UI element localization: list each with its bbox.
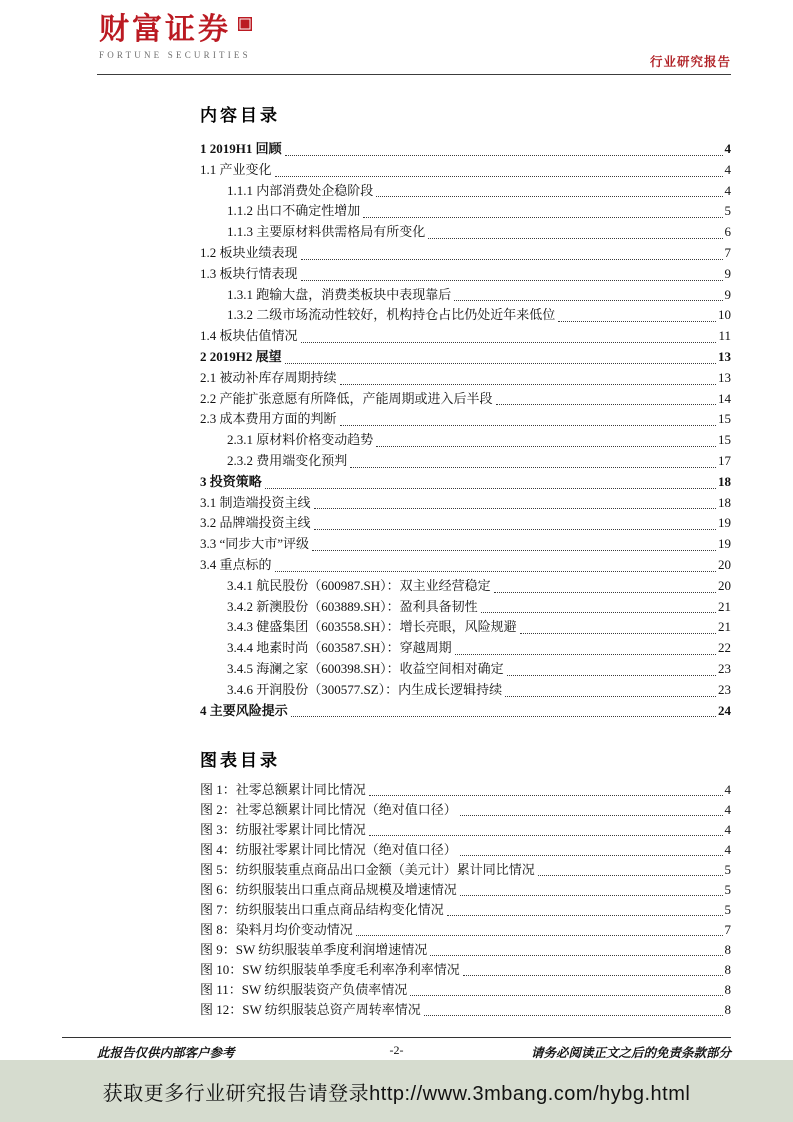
toc-entry-row[interactable] (200, 264, 731, 285)
dot-leader (481, 612, 716, 613)
toc-entry-label: 3.4.3 健盛集团（603558.SH）：增长亮眼，风险规避 (227, 619, 517, 635)
toc-entry-label: 2.3.2 费用端变化预判 (227, 452, 348, 468)
figure-entry-page: 5 (724, 882, 731, 897)
toc-entry-row[interactable] (200, 139, 731, 160)
figure-entry-label: 图 5：纺织服装重点商品出口金额（美元计）累计同比情况 (200, 862, 535, 877)
toc-entry-row[interactable] (200, 430, 731, 451)
figure-list-title: 图表目录 (200, 751, 280, 770)
figure-entry-label: 图 6：纺织服装出口重点商品规模及增速情况 (200, 882, 457, 897)
toc-entry-page: 13 (718, 348, 731, 364)
toc-entry-row[interactable] (200, 326, 731, 347)
toc-entry-label: 2 2019H2 展望 (200, 348, 282, 364)
dot-leader (447, 915, 723, 916)
toc-entry-page: 20 (718, 556, 731, 572)
toc-entry-label: 1.2 板块业绩表现 (200, 244, 298, 260)
toc-entry-page: 18 (718, 494, 731, 510)
toc-entry-page: 4 (724, 182, 731, 198)
figure-entry-label: 图 11：SW 纺织服装资产负债率情况 (200, 982, 408, 997)
figure-entry-page: 4 (724, 822, 731, 837)
toc-entry-row[interactable] (200, 617, 731, 638)
dot-leader (463, 975, 723, 976)
toc-entry-label: 3.1 制造端投资主线 (200, 494, 311, 510)
toc-entry-page: 19 (718, 515, 731, 531)
toc-entry-page: 14 (718, 390, 731, 406)
promo-link[interactable]: 获取更多行业研究报告请登录http://www.3mbang.com/hybg.html (102, 1082, 691, 1105)
dot-leader (538, 875, 723, 876)
toc-entry-row[interactable] (200, 389, 731, 410)
toc-entry-page: 23 (718, 660, 731, 676)
dot-leader (460, 855, 723, 856)
brand-name-cn: 财富证券 (99, 13, 231, 46)
figure-entry-page: 5 (724, 902, 731, 917)
figure-entry-row[interactable] (200, 880, 731, 900)
toc-entry-page: 6 (724, 224, 731, 240)
page-number: -2- (389, 1043, 404, 1057)
figure-list (200, 780, 731, 1020)
figure-entry-label: 图 9：SW 纺织服装单季度利润增速情况 (200, 942, 428, 957)
toc-entry-row[interactable] (200, 472, 731, 493)
footer-disclaimer-right: 请务必阅读正文之后的免责条款部分 (530, 1046, 731, 1060)
toc-entry-row[interactable] (200, 451, 731, 472)
figure-entry-page: 4 (724, 802, 731, 817)
toc-entry-page: 22 (718, 640, 731, 656)
toc-entry-row[interactable] (200, 285, 731, 306)
brand-logo (99, 13, 252, 60)
toc-entry-row[interactable] (200, 243, 731, 264)
toc-entry-row[interactable] (200, 701, 731, 722)
toc-entry-page: 4 (724, 141, 731, 156)
dot-leader (558, 321, 716, 322)
figure-entry-row[interactable] (200, 840, 731, 860)
dot-leader (410, 995, 722, 996)
dot-leader (369, 795, 723, 796)
dot-leader (301, 259, 723, 260)
dot-leader (275, 176, 723, 177)
red-seal-icon (238, 17, 252, 31)
toc-entry-label: 3.4.5 海澜之家（600398.SH）：收益空间相对确定 (227, 660, 504, 676)
toc-entry-row[interactable] (200, 368, 731, 389)
dot-leader (507, 675, 716, 676)
toc-entry-row[interactable] (200, 201, 731, 222)
toc-entry-row[interactable] (200, 534, 731, 555)
toc-entry-page: 11 (718, 328, 731, 344)
figure-entry-page: 5 (724, 862, 731, 877)
dot-leader (520, 633, 716, 634)
dot-leader (494, 592, 716, 593)
toc-entry-label: 3.4.2 新澳股份（603889.SH）：盈利具备韧性 (227, 598, 478, 614)
toc-entry-page: 20 (718, 577, 731, 593)
figure-entry-page: 4 (724, 842, 731, 857)
toc-entry-page: 4 (724, 161, 731, 177)
figure-entry-row[interactable] (200, 860, 731, 880)
dot-leader (460, 895, 723, 896)
toc-entry-row[interactable] (200, 680, 731, 701)
toc-entry-page: 24 (718, 702, 731, 718)
figure-entry-row[interactable] (200, 940, 731, 960)
toc-entry-row[interactable] (200, 409, 731, 430)
dot-leader (340, 425, 716, 426)
toc-list (200, 139, 731, 721)
toc-entry-label: 1.3 板块行情表现 (200, 265, 298, 281)
toc-entry-label: 1.3.1 跑输大盘，消费类板块中表现靠后 (227, 286, 452, 302)
toc-entry-label: 2.3 成本费用方面的判断 (200, 411, 337, 427)
toc-entry-row[interactable] (200, 181, 731, 202)
dot-leader (454, 300, 722, 301)
toc-entry-label: 4 主要风险提示 (200, 702, 288, 718)
toc-entry-row[interactable] (200, 638, 731, 659)
toc-entry-page: 19 (718, 536, 731, 552)
toc-entry-label: 2.3.1 原材料价格变动趋势 (227, 432, 374, 448)
dot-leader (340, 384, 716, 385)
toc-entry-row[interactable] (200, 659, 731, 680)
toc-entry-row[interactable] (200, 160, 731, 181)
toc-entry-row[interactable] (200, 513, 731, 534)
dot-leader (314, 508, 716, 509)
dot-leader (455, 654, 716, 655)
figure-entry-label: 图 3：纺服社零累计同比情况 (200, 822, 366, 837)
figure-entry-row[interactable] (200, 900, 731, 920)
footer-divider (62, 1037, 731, 1038)
toc-entry-page: 5 (724, 203, 731, 219)
figure-entry-page: 8 (724, 962, 731, 977)
dot-leader (505, 696, 716, 697)
toc-entry-row[interactable] (200, 493, 731, 514)
dot-leader (369, 835, 723, 836)
toc-entry-label: 3.4 重点标的 (200, 556, 272, 572)
figure-entry-label: 图 1：社零总额累计同比情况 (200, 782, 366, 797)
toc-title: 内容目录 (200, 106, 280, 125)
figure-entry-row[interactable] (200, 920, 731, 940)
figure-entry-label: 图 12：SW 纺织服装总资产周转率情况 (200, 1002, 421, 1017)
toc-entry-page: 15 (718, 411, 731, 427)
toc-entry-row[interactable] (200, 597, 731, 618)
toc-entry-page: 9 (724, 265, 731, 281)
dot-leader (376, 446, 716, 447)
toc-entry-row[interactable] (200, 305, 731, 326)
dot-leader (363, 217, 722, 218)
toc-entry-page: 13 (718, 369, 731, 385)
toc-entry-row[interactable] (200, 555, 731, 576)
toc-entry-page: 10 (718, 307, 731, 323)
toc-entry-label: 1.1.1 内部消费处企稳阶段 (227, 182, 374, 198)
toc-entry-label: 3.4.4 地素时尚（603587.SH）：穿越周期 (227, 640, 452, 656)
dot-leader (350, 467, 716, 468)
figure-entry-label: 图 4：纺服社零累计同比情况（绝对值口径） (200, 842, 457, 857)
dot-leader (301, 280, 723, 281)
toc-entry-label: 3 投资策略 (200, 473, 262, 489)
toc-entry-label: 1.3.2 二级市场流动性较好，机构持仓占比仍处近年来低位 (227, 307, 556, 323)
toc-entry-page: 21 (718, 619, 731, 635)
toc-entry-row[interactable] (200, 576, 731, 597)
toc-entry-label: 1.1 产业变化 (200, 161, 272, 177)
toc-entry-label: 3.4.1 航民股份（600987.SH）：双主业经营稳定 (227, 577, 491, 593)
toc-entry-page: 15 (718, 432, 731, 448)
dot-leader (430, 955, 722, 956)
report-type-label: 行业研究报告 (649, 55, 731, 69)
footer-disclaimer-left: 此报告仅供内部客户参考 (97, 1046, 235, 1060)
dot-leader (312, 550, 716, 551)
toc-entry-label: 3.2 品牌端投资主线 (200, 515, 311, 531)
toc-entry-label: 1.4 板块估值情况 (200, 328, 298, 344)
dot-leader (291, 716, 716, 717)
dot-leader (428, 238, 722, 239)
dot-leader (265, 488, 716, 489)
toc-entry-label: 1.1.2 出口不确定性增加 (227, 203, 361, 219)
figure-entry-page: 8 (724, 982, 731, 997)
figure-entry-row[interactable] (200, 980, 731, 1000)
toc-entry-page: 21 (718, 598, 731, 614)
figure-entry-page: 4 (724, 782, 731, 797)
dot-leader (460, 815, 723, 816)
figure-entry-row[interactable] (200, 800, 731, 820)
figure-entry-label: 图 10：SW 纺织服装单季度毛利率净利率情况 (200, 962, 460, 977)
toc-entry-page: 18 (718, 473, 731, 489)
dot-leader (376, 196, 722, 197)
dot-leader (275, 571, 716, 572)
dot-leader (285, 363, 716, 364)
figure-entry-page: 8 (724, 942, 731, 957)
dot-leader (424, 1015, 723, 1016)
toc-entry-page: 7 (724, 244, 731, 260)
figure-entry-row[interactable] (200, 820, 731, 840)
dot-leader (496, 404, 716, 405)
toc-entry-label: 2.2 产能扩张意愿有所降低，产能周期或进入后半段 (200, 390, 493, 406)
figure-entry-label: 图 2：社零总额累计同比情况（绝对值口径） (200, 802, 457, 817)
footer (0, 1043, 793, 1059)
figure-entry-row[interactable] (200, 1000, 731, 1020)
brand-name-en: FORTUNE SECURITIES (99, 50, 251, 60)
toc-entry-page: 9 (724, 286, 731, 302)
toc-entry-label: 2.1 被动补库存周期持续 (200, 369, 337, 385)
toc-entry-row[interactable] (200, 347, 731, 368)
dot-leader (301, 342, 717, 343)
toc-entry-label: 3.3 “同步大市”评级 (200, 536, 310, 552)
figure-entry-label: 图 7：纺织服装出口重点商品结构变化情况 (200, 902, 444, 917)
header-divider (97, 74, 731, 75)
toc-entry-label: 3.4.6 开润股份（300577.SZ）：内生成长逻辑持续 (227, 681, 503, 697)
toc-entry-page: 17 (718, 452, 731, 468)
dot-leader (356, 935, 723, 936)
dot-leader (314, 529, 716, 530)
promo-banner (0, 1060, 793, 1122)
figure-entry-row[interactable] (200, 780, 731, 800)
figure-entry-label: 图 8：染料月均价变动情况 (200, 922, 353, 937)
dot-leader (285, 155, 723, 156)
toc-entry-page: 23 (718, 681, 731, 697)
toc-entry-row[interactable] (200, 222, 731, 243)
figure-entry-page: 7 (724, 922, 731, 937)
toc-entry-label: 1 2019H1 回顾 (200, 141, 282, 156)
figure-entry-row[interactable] (200, 960, 731, 980)
figure-entry-page: 8 (724, 1002, 731, 1017)
toc-entry-label: 1.1.3 主要原材料供需格局有所变化 (227, 224, 426, 240)
